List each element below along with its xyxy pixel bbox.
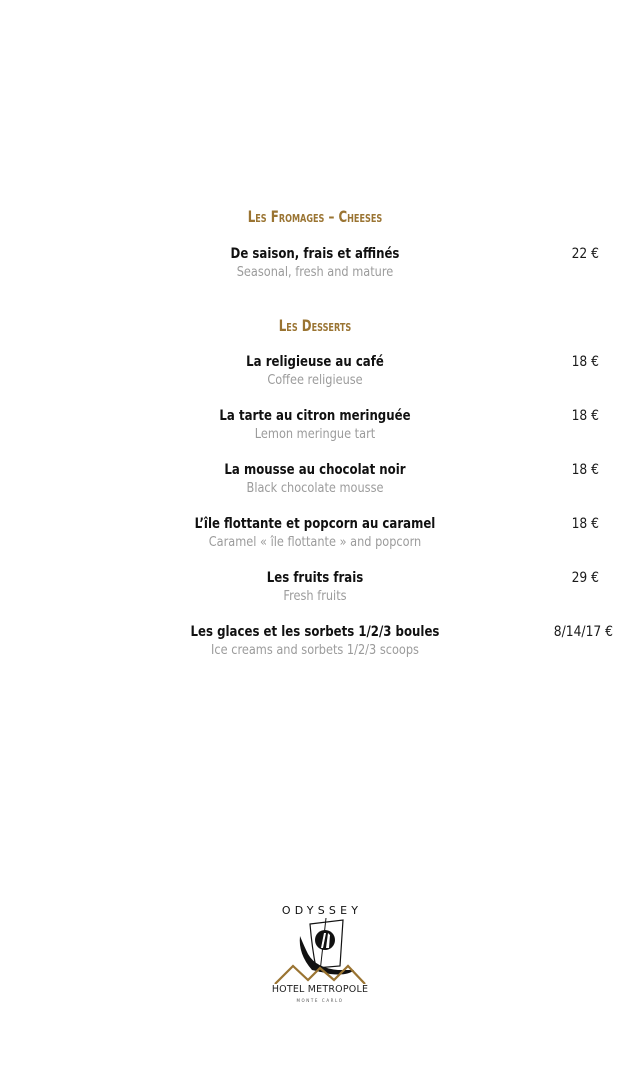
item-name: La religieuse au café (246, 354, 384, 370)
logo-title: ODYSSEY (281, 904, 363, 917)
item-price: 18 € (571, 516, 599, 532)
item-name: De saison, frais et affinés (230, 246, 400, 262)
item-price: 29 € (571, 570, 599, 586)
item-price: 18 € (571, 462, 599, 478)
item-description: Ice creams and sorbets 1/2/3 scoops (211, 642, 419, 658)
item-price: 18 € (571, 408, 599, 424)
ship-icon (260, 918, 380, 984)
hotel-logo (260, 898, 380, 1018)
item-name: L’île flottante et popcorn au caramel (194, 516, 436, 532)
item-price: 8/14/17 € (553, 624, 613, 640)
logo-location: MONTE CARLO (296, 998, 344, 1003)
item-description: Fresh fruits (283, 588, 347, 604)
item-description: Lemon meringue tart (254, 426, 376, 442)
item-name: Les fruits frais (266, 570, 364, 586)
section-title-desserts: Les Desserts (278, 316, 352, 335)
item-description: Coffee religieuse (267, 372, 363, 388)
item-price: 18 € (571, 354, 599, 370)
item-description: Seasonal, fresh and mature (236, 264, 394, 280)
section-title-cheeses: Les Fromages – Cheeses (247, 207, 383, 226)
logo-hotel-name: HOTEL METROPOLE (271, 984, 369, 995)
item-name: La mousse au chocolat noir (224, 462, 406, 478)
item-name: Les glaces et les sorbets 1/2/3 boules (190, 624, 440, 640)
item-name: La tarte au citron meringuée (219, 408, 411, 424)
item-description: Black chocolate mousse (246, 480, 384, 496)
item-description: Caramel « île flottante » and popcorn (208, 534, 422, 550)
item-price: 22 € (571, 246, 599, 262)
